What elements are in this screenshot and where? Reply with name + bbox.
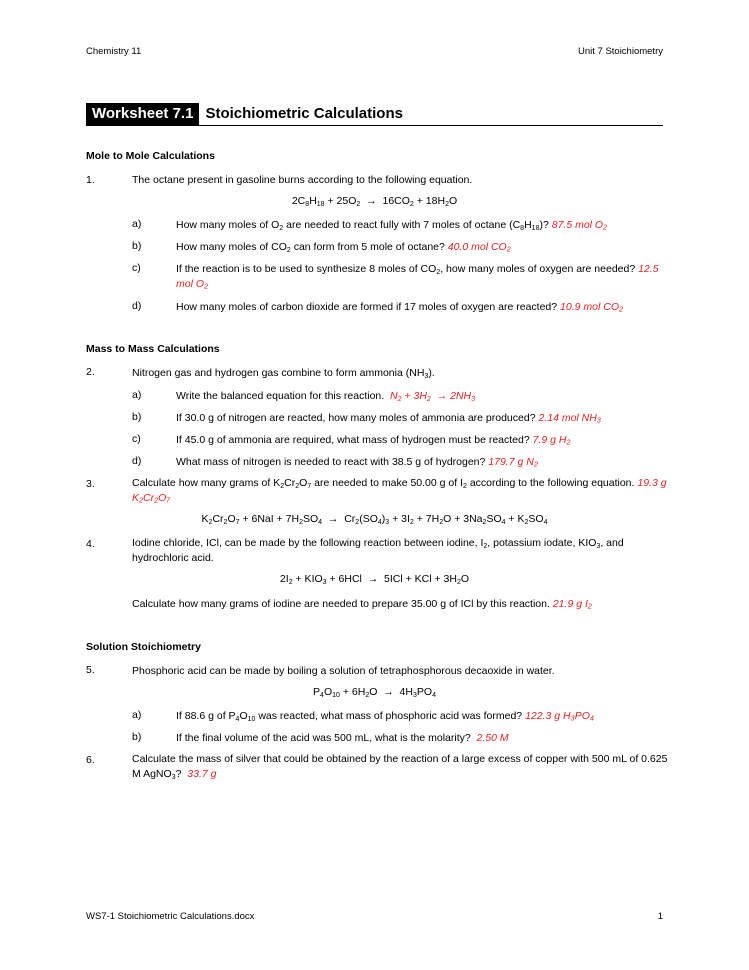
q1b-text: How many moles of $CO_2$ can form from 5 mole of octane? 40.0 mol CO₂ — [176, 241, 511, 254]
q1d-text: How many moles of carbon dioxide are formed if 17 moles of oxygen are reacted? 10.9 mol CO₂ — [176, 301, 623, 313]
q2d-text: What mass of nitrogen is needed to react with 38.5 g of hydrogen? 179.7 g N₂ — [176, 456, 538, 468]
q1d-letter: d) — [132, 300, 142, 312]
q2a-letter: a) — [132, 389, 142, 401]
footer-filename: WS7-1 Stoichiometric Calculations.docx — [86, 911, 255, 922]
q3-text: Calculate how many grams of $K_2Cr_2O_7$ are needed to make 50.00 g of $I_2$ according to the following equation. 19.3 g K₂Cr₂O₇ — [132, 477, 667, 504]
q3-equation: $K_2Cr_2O_7 + 6NaI + 7H_2SO_4 \to Cr_2(SO_4)_3 + 3I_2 + 7H_2O + 3Na_2SO_4 + K_2SO_4$ — [201, 513, 548, 526]
q2a-text: Write the balanced equation for this reaction. $N_2 + 3H_2 \to 2NH_3$ — [176, 390, 475, 403]
q2b-answer: 2.14 mol NH₃ — [538, 412, 601, 424]
section-solution-heading: Solution Stoichiometry — [86, 641, 201, 653]
q5b-text: If the final volume of the acid was 500 mL, what is the molarity? 2.50 M — [176, 732, 509, 744]
q5-text: Phosphoric acid can be made by boiling a solution of tetraphosphorous decaoxide in water. — [132, 665, 555, 677]
q1d-answer: 10.9 mol CO₂ — [560, 301, 623, 313]
q2b-text: If 30.0 g of nitrogen are reacted, how many moles of ammonia are produced? 2.14 mol NH₃ — [176, 412, 601, 424]
q4-number: 4. — [86, 538, 95, 550]
q5-equation: $P_4O_{10} + 6H_2O \to 4H_3PO_4$ — [313, 686, 436, 699]
q5a-answer: 122.3 g H₃PO₄ — [525, 710, 595, 722]
q3-number: 3. — [86, 478, 95, 490]
page-title: Stoichiometric Calculations — [205, 105, 403, 122]
q2c-answer: 7.9 g H₂ — [532, 434, 571, 446]
q5-number: 5. — [86, 664, 95, 676]
q4-answer: 21.9 g I₂ — [552, 598, 592, 610]
q1c-text: If the reaction is to be used to synthesize 8 moles of $CO_2$, how many moles of oxygen are needed? 12.5 mol O₂ — [176, 263, 659, 290]
worksheet-title — [86, 103, 403, 125]
q1-text: The octane present in gasoline burns according to the following equation. — [132, 174, 473, 186]
q2d-answer: 179.7 g N₂ — [488, 456, 538, 468]
q2b-letter: b) — [132, 411, 142, 423]
header-right: Unit 7 Stoichiometry — [577, 46, 663, 57]
q2-text: Nitrogen gas and hydrogen gas combine to form ammonia $(NH_3)$. — [132, 367, 435, 380]
header-left: Chemistry 11 — [86, 46, 142, 57]
q5b-answer: 2.50 M — [476, 732, 509, 744]
q1-number: 1. — [86, 174, 95, 186]
q6-text: Calculate the mass of silver that could be obtained by the reaction of a large excess of copper with 500 mL of 0.625 M AgNO$_3$? 33.7 g — [132, 753, 668, 781]
page-number: 1 — [657, 911, 663, 922]
q3-answer: 19.3 g K₂Cr₂O₇ — [132, 477, 667, 504]
q1a-answer: 87.5 mol O₂ — [551, 219, 608, 231]
section-mass-heading: Mass to Mass Calculations — [86, 343, 220, 355]
q2c-letter: c) — [132, 433, 141, 445]
q4-text2: Calculate how many grams of iodine are needed to prepare 35.00 g of ICl by this reaction. 21.9 g I₂ — [132, 598, 592, 610]
q2a-answer: $N_2 + 3H_2 \to 2NH_3$ — [390, 390, 475, 403]
q1a-text: How many moles of $O_2$ are needed to react fully with 7 moles of octane $(C_8H_{18})$? 87.5 mol O₂ — [176, 219, 608, 232]
q5b-letter: b) — [132, 731, 142, 743]
q2-number: 2. — [86, 366, 95, 378]
section-mole-heading: Mole to Mole Calculations — [86, 150, 215, 162]
q4-text: Iodine chloride, ICl, can be made by the following reaction between iodine, $I_2$, potassium iodate, $KIO_3$, and hydrochloric acid. — [132, 537, 624, 564]
q6-answer: 33.7 g — [187, 768, 217, 780]
title-rule — [86, 125, 663, 126]
q4-equation: $2I_2 + KIO_3 + 6HCl \to 5ICl$ + KCl + $3H_2O$ — [279, 573, 470, 586]
q1c-answer: 12.5 mol O₂ — [176, 263, 659, 290]
q1-equation: $2C_8H_{18} + 25O_2 \to 16CO_2 + 18H_2O$ — [291, 195, 458, 208]
q2d-letter: d) — [132, 455, 142, 467]
q6-number: 6. — [86, 754, 95, 766]
q1b-letter: b) — [132, 240, 142, 252]
q2c-text: If 45.0 g of ammonia are required, what mass of hydrogen must be reacted? 7.9 g H₂ — [176, 434, 571, 446]
q1c-letter: c) — [132, 262, 141, 274]
q1b-answer: 40.0 mol CO₂ — [447, 241, 511, 253]
q5a-letter: a) — [132, 709, 142, 721]
q5a-text: If 88.6 g of $P_4O_{10}$ was reacted, what mass of phosphoric acid was formed? 122.3 g H₃PO₄ — [176, 710, 595, 723]
q1a-letter: a) — [132, 218, 142, 230]
worksheet-badge: Worksheet 7.1 — [86, 103, 199, 125]
